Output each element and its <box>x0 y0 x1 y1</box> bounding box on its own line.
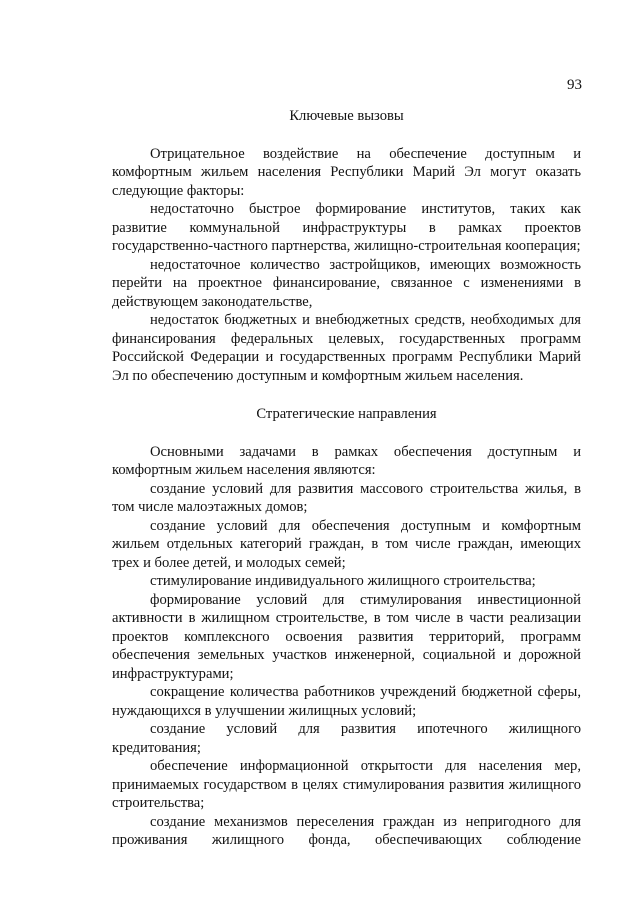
paragraph: недостаточное количество застройщиков, имеющих возможность перейти на проектное финансирование, связанное с изменениями в действующем законодательстве, <box>112 256 581 310</box>
paragraph: обеспечение информационной открытости для населения мер, принимаемых государством в целях стимулирования развития жилищного строительства; <box>112 758 581 811</box>
paragraph: недостаток бюджетных и внебюджетных средств, необходимых для финансирования федеральных целевых, государственных программ Российской Федерации и государственных программ Республики Марий Эл по обеспечению доступным и комфортным жильем населения. <box>112 312 581 384</box>
paragraph: создание условий для развития ипотечного жилищного кредитования; <box>112 721 581 756</box>
document-body <box>112 107 581 850</box>
paragraph: создание условий для развития массового строительства жилья, в том числе малоэтажных домов; <box>112 480 581 515</box>
page-number: 93 <box>567 77 582 93</box>
paragraph: недостаточно быстрое формирование институтов, таких как развитие коммунальной инфраструктуры в рамках проектов государственно-частного партнерства, жилищно-строительная кооперация; <box>112 201 581 254</box>
paragraph: стимулирование индивидуального жилищного строительства; <box>150 573 536 589</box>
paragraph: сокращение количества работников учреждений бюджетной сферы, нуждающихся в улучшении жилищных условий; <box>112 684 581 719</box>
paragraph: Основными задачами в рамках обеспечения доступным и комфортным жильем населения являются: <box>112 443 581 478</box>
paragraph: Отрицательное воздействие на обеспечение доступным и комфортным жильем населения Республики Марий Эл могут оказать следующие факторы: <box>112 145 581 199</box>
paragraph: создание механизмов переселения граждан из непригодного для проживания жилищного фонда, обеспечивающих соблюдение <box>112 813 581 848</box>
paragraph: формирование условий для стимулирования инвестиционной активности в жилищном строительстве, в том числе в части реализации проектов комплексного освоения развития территорий, программ обеспечения земельных участков инженерной, социальной и дорожной инфраструктурами; <box>112 591 581 682</box>
section-heading-key-challenges: Ключевые вызовы <box>289 108 404 124</box>
paragraph: создание условий для обеспечения доступным и комфортным жильем отдельных категорий граждан, в том числе граждан, имеющих трех и более детей, и молодых семей; <box>112 517 581 571</box>
section-heading-strategic-directions: Стратегические направления <box>256 406 437 422</box>
